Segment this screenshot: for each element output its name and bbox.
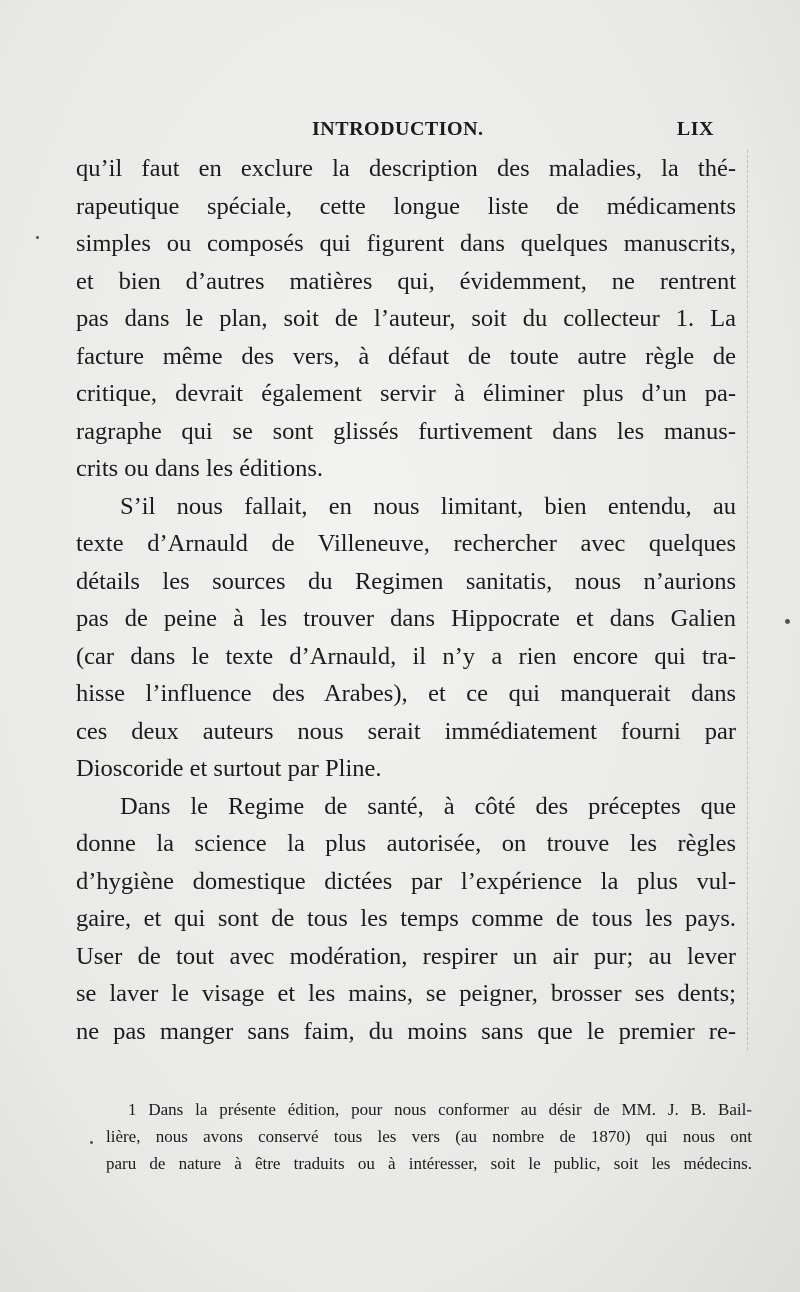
text-line: Dioscoride et surtout par Pline.: [76, 755, 382, 782]
footnote-line: paru de nature à être traduits ou à intéresser, soit le public, soit les médecins.: [106, 1154, 752, 1173]
footnote-line: 1 Dans la présente édition, pour nous conformer au désir de MM. J. B. Bail-: [128, 1100, 752, 1119]
text-line: qu’il faut en exclure la description des maladies, la thé-: [76, 155, 736, 182]
text-line: ne pas manger sans faim, du moins sans que le premier re-: [76, 1017, 736, 1045]
body-text: [76, 150, 736, 1050]
text-line: Dans le Regime de santé, à côté des préceptes que: [120, 792, 736, 820]
bleed-through-edge: [735, 150, 748, 1050]
text-line: rapeutique spéciale, cette longue liste de médicaments: [76, 192, 736, 220]
page-number: LIX: [676, 118, 714, 140]
running-title: INTRODUCTION.: [312, 118, 484, 140]
text-line: se laver le visage et les mains, se peigner, brosser ses dents;: [76, 980, 736, 1007]
ink-speck: [785, 619, 790, 624]
ink-speck: [36, 236, 39, 239]
text-line: texte d’Arnauld de Villeneuve, rechercher avec quelques: [76, 530, 736, 557]
text-line: et bien d’autres matières qui, évidemment, ne rentrent: [76, 267, 736, 295]
text-line: facture même des vers, à défaut de toute autre règle de: [76, 342, 736, 370]
text-line: pas de peine à les trouver dans Hippocrate et dans Galien: [76, 605, 736, 632]
text-line: hisse l’influence des Arabes), et ce qui manquerait dans: [76, 680, 736, 707]
text-line: S’il nous fallait, en nous limitant, bien entendu, au: [120, 492, 736, 520]
text-line: User de tout avec modération, respirer un air pur; au lever: [76, 942, 736, 970]
text-line: gaire, et qui sont de tous les temps comme de tous les pays.: [76, 905, 736, 932]
text-line: crits ou dans les éditions.: [76, 455, 324, 482]
text-line: ces deux auteurs nous serait immédiatement fourni par: [76, 717, 736, 745]
text-line: donne la science la plus autorisée, on trouve les règles: [76, 830, 736, 857]
text-line: pas dans le plan, soit de l’auteur, soit du collecteur 1. La: [76, 305, 736, 332]
text-line: critique, devrait également servir à éliminer plus d’un pa-: [76, 380, 736, 407]
text-line: simples ou composés qui figurent dans quelques manuscrits,: [76, 230, 736, 257]
text-line: détails les sources du Regimen sanitatis, nous n’aurions: [76, 567, 736, 595]
ink-speck: [90, 1141, 93, 1144]
footnote-line: lière, nous avons conservé tous les vers (au nombre de 1870) qui nous ont: [106, 1127, 752, 1146]
text-line: ragraphe qui se sont glissés furtivement dans les manus-: [76, 417, 736, 445]
footnote: [106, 1096, 752, 1177]
running-header: [312, 118, 714, 144]
text-line: d’hygiène domestique dictées par l’expérience la plus vul-: [76, 867, 736, 895]
text-line: (car dans le texte d’Arnauld, il n’y a rien encore qui tra-: [76, 642, 736, 670]
